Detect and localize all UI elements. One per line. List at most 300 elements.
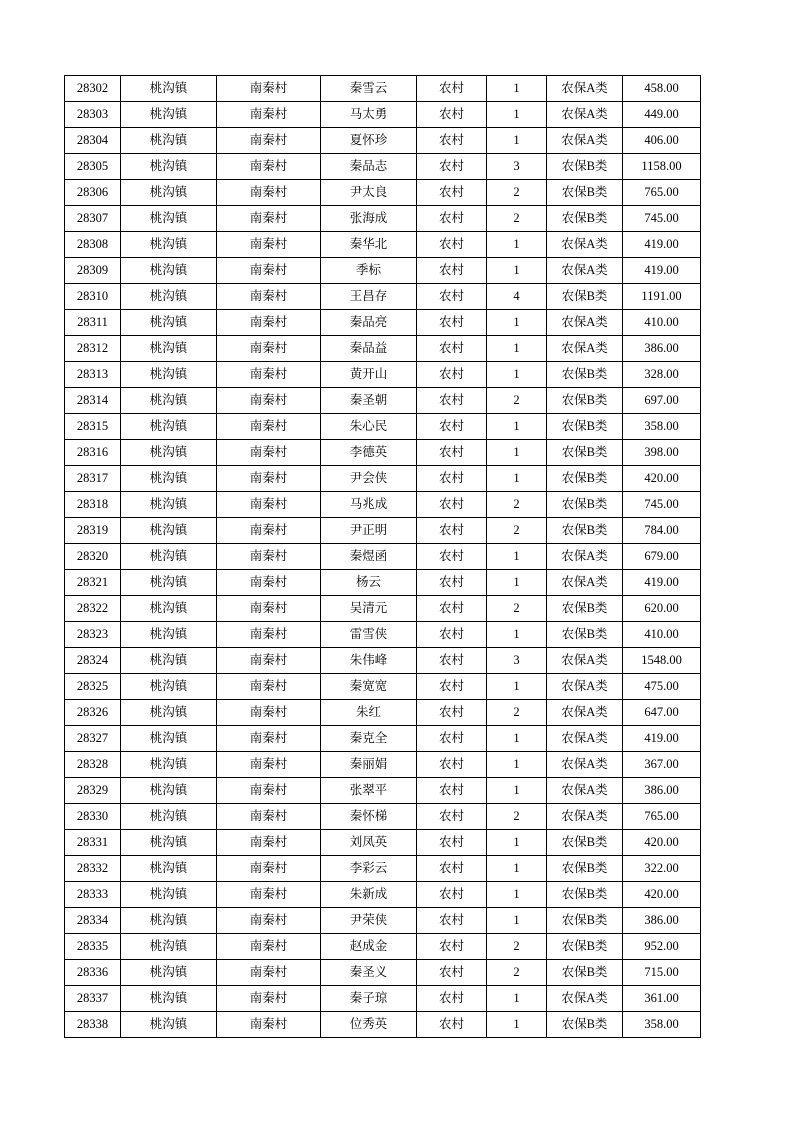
cell-count: 1 <box>487 882 547 908</box>
cell-amount: 322.00 <box>623 856 701 882</box>
cell-count: 4 <box>487 284 547 310</box>
cell-village: 南秦村 <box>217 882 321 908</box>
cell-town: 桃沟镇 <box>121 648 217 674</box>
cell-type: 农村 <box>417 544 487 570</box>
cell-name: 秦华北 <box>321 232 417 258</box>
cell-amount: 784.00 <box>623 518 701 544</box>
cell-name: 秦克全 <box>321 726 417 752</box>
cell-id: 28337 <box>65 986 121 1012</box>
cell-id: 28314 <box>65 388 121 414</box>
cell-id: 28331 <box>65 830 121 856</box>
cell-id: 28311 <box>65 310 121 336</box>
table-row <box>65 414 701 440</box>
cell-category: 农保A类 <box>547 102 623 128</box>
cell-amount: 458.00 <box>623 76 701 102</box>
cell-town: 桃沟镇 <box>121 206 217 232</box>
cell-id: 28323 <box>65 622 121 648</box>
cell-category: 农保B类 <box>547 934 623 960</box>
cell-type: 农村 <box>417 804 487 830</box>
cell-town: 桃沟镇 <box>121 128 217 154</box>
cell-name: 秦丽娟 <box>321 752 417 778</box>
cell-category: 农保A类 <box>547 76 623 102</box>
cell-town: 桃沟镇 <box>121 258 217 284</box>
table-row <box>65 310 701 336</box>
cell-amount: 697.00 <box>623 388 701 414</box>
cell-name: 黄开山 <box>321 362 417 388</box>
cell-type: 农村 <box>417 674 487 700</box>
cell-amount: 679.00 <box>623 544 701 570</box>
cell-name: 张海成 <box>321 206 417 232</box>
cell-name: 秦子琼 <box>321 986 417 1012</box>
cell-amount: 386.00 <box>623 778 701 804</box>
cell-name: 夏怀珍 <box>321 128 417 154</box>
cell-name: 杨云 <box>321 570 417 596</box>
table-row <box>65 596 701 622</box>
cell-amount: 419.00 <box>623 258 701 284</box>
cell-amount: 475.00 <box>623 674 701 700</box>
cell-count: 1 <box>487 778 547 804</box>
cell-village: 南秦村 <box>217 518 321 544</box>
cell-id: 28335 <box>65 934 121 960</box>
table-row <box>65 128 701 154</box>
cell-amount: 419.00 <box>623 232 701 258</box>
cell-count: 1 <box>487 440 547 466</box>
cell-id: 28328 <box>65 752 121 778</box>
cell-town: 桃沟镇 <box>121 804 217 830</box>
cell-count: 1 <box>487 76 547 102</box>
cell-town: 桃沟镇 <box>121 934 217 960</box>
cell-amount: 745.00 <box>623 206 701 232</box>
cell-town: 桃沟镇 <box>121 544 217 570</box>
table-row <box>65 258 701 284</box>
table-row <box>65 206 701 232</box>
cell-count: 1 <box>487 466 547 492</box>
cell-village: 南秦村 <box>217 622 321 648</box>
cell-village: 南秦村 <box>217 362 321 388</box>
cell-id: 28306 <box>65 180 121 206</box>
cell-category: 农保B类 <box>547 206 623 232</box>
cell-id: 28334 <box>65 908 121 934</box>
cell-village: 南秦村 <box>217 856 321 882</box>
cell-amount: 361.00 <box>623 986 701 1012</box>
cell-id: 28315 <box>65 414 121 440</box>
cell-village: 南秦村 <box>217 1012 321 1038</box>
cell-count: 1 <box>487 362 547 388</box>
cell-village: 南秦村 <box>217 466 321 492</box>
cell-type: 农村 <box>417 778 487 804</box>
cell-type: 农村 <box>417 154 487 180</box>
cell-id: 28307 <box>65 206 121 232</box>
cell-name: 秦雪云 <box>321 76 417 102</box>
cell-category: 农保B类 <box>547 830 623 856</box>
cell-count: 3 <box>487 154 547 180</box>
cell-count: 1 <box>487 726 547 752</box>
cell-village: 南秦村 <box>217 752 321 778</box>
cell-id: 28327 <box>65 726 121 752</box>
cell-type: 农村 <box>417 466 487 492</box>
cell-amount: 410.00 <box>623 622 701 648</box>
cell-count: 1 <box>487 622 547 648</box>
cell-name: 朱新成 <box>321 882 417 908</box>
table-row <box>65 986 701 1012</box>
cell-village: 南秦村 <box>217 648 321 674</box>
cell-id: 28304 <box>65 128 121 154</box>
cell-village: 南秦村 <box>217 76 321 102</box>
cell-type: 农村 <box>417 258 487 284</box>
cell-village: 南秦村 <box>217 258 321 284</box>
cell-type: 农村 <box>417 830 487 856</box>
cell-town: 桃沟镇 <box>121 284 217 310</box>
cell-village: 南秦村 <box>217 492 321 518</box>
cell-name: 尹会侠 <box>321 466 417 492</box>
cell-town: 桃沟镇 <box>121 518 217 544</box>
cell-category: 农保A类 <box>547 310 623 336</box>
table-row <box>65 102 701 128</box>
cell-amount: 420.00 <box>623 466 701 492</box>
cell-type: 农村 <box>417 596 487 622</box>
cell-amount: 386.00 <box>623 336 701 362</box>
cell-category: 农保A类 <box>547 700 623 726</box>
cell-amount: 358.00 <box>623 1012 701 1038</box>
cell-name: 朱红 <box>321 700 417 726</box>
cell-count: 2 <box>487 804 547 830</box>
cell-category: 农保B类 <box>547 518 623 544</box>
cell-type: 农村 <box>417 284 487 310</box>
cell-village: 南秦村 <box>217 830 321 856</box>
cell-name: 尹荣侠 <box>321 908 417 934</box>
cell-count: 1 <box>487 570 547 596</box>
cell-village: 南秦村 <box>217 336 321 362</box>
cell-town: 桃沟镇 <box>121 362 217 388</box>
cell-name: 吴清元 <box>321 596 417 622</box>
cell-count: 1 <box>487 908 547 934</box>
cell-amount: 420.00 <box>623 830 701 856</box>
cell-amount: 1191.00 <box>623 284 701 310</box>
table-row <box>65 232 701 258</box>
cell-town: 桃沟镇 <box>121 310 217 336</box>
cell-village: 南秦村 <box>217 102 321 128</box>
cell-type: 农村 <box>417 128 487 154</box>
cell-type: 农村 <box>417 336 487 362</box>
cell-village: 南秦村 <box>217 934 321 960</box>
cell-count: 1 <box>487 856 547 882</box>
cell-type: 农村 <box>417 492 487 518</box>
cell-category: 农保B类 <box>547 1012 623 1038</box>
cell-name: 朱伟峰 <box>321 648 417 674</box>
cell-id: 28317 <box>65 466 121 492</box>
cell-category: 农保B类 <box>547 362 623 388</box>
cell-type: 农村 <box>417 908 487 934</box>
cell-town: 桃沟镇 <box>121 76 217 102</box>
table-row <box>65 570 701 596</box>
cell-name: 秦怀梯 <box>321 804 417 830</box>
cell-category: 农保B类 <box>547 622 623 648</box>
cell-town: 桃沟镇 <box>121 466 217 492</box>
cell-amount: 328.00 <box>623 362 701 388</box>
table-row <box>65 934 701 960</box>
table-row <box>65 778 701 804</box>
cell-town: 桃沟镇 <box>121 232 217 258</box>
table-row <box>65 180 701 206</box>
cell-amount: 765.00 <box>623 180 701 206</box>
cell-name: 位秀英 <box>321 1012 417 1038</box>
cell-village: 南秦村 <box>217 180 321 206</box>
cell-village: 南秦村 <box>217 986 321 1012</box>
cell-amount: 1158.00 <box>623 154 701 180</box>
cell-category: 农保B类 <box>547 388 623 414</box>
cell-id: 28326 <box>65 700 121 726</box>
cell-village: 南秦村 <box>217 700 321 726</box>
cell-type: 农村 <box>417 882 487 908</box>
cell-town: 桃沟镇 <box>121 492 217 518</box>
cell-type: 农村 <box>417 726 487 752</box>
cell-id: 28316 <box>65 440 121 466</box>
cell-count: 2 <box>487 596 547 622</box>
cell-village: 南秦村 <box>217 206 321 232</box>
cell-town: 桃沟镇 <box>121 180 217 206</box>
cell-town: 桃沟镇 <box>121 622 217 648</box>
table-row <box>65 752 701 778</box>
cell-id: 28325 <box>65 674 121 700</box>
table-row <box>65 960 701 986</box>
table-row <box>65 674 701 700</box>
cell-type: 农村 <box>417 960 487 986</box>
cell-type: 农村 <box>417 440 487 466</box>
cell-id: 28309 <box>65 258 121 284</box>
cell-town: 桃沟镇 <box>121 986 217 1012</box>
cell-town: 桃沟镇 <box>121 674 217 700</box>
cell-id: 28322 <box>65 596 121 622</box>
cell-name: 季标 <box>321 258 417 284</box>
table-row <box>65 362 701 388</box>
cell-category: 农保B类 <box>547 960 623 986</box>
cell-amount: 765.00 <box>623 804 701 830</box>
cell-type: 农村 <box>417 648 487 674</box>
cell-name: 刘凤英 <box>321 830 417 856</box>
table-row <box>65 544 701 570</box>
cell-name: 秦品亮 <box>321 310 417 336</box>
cell-town: 桃沟镇 <box>121 830 217 856</box>
cell-town: 桃沟镇 <box>121 882 217 908</box>
cell-count: 1 <box>487 1012 547 1038</box>
cell-type: 农村 <box>417 1012 487 1038</box>
cell-count: 3 <box>487 648 547 674</box>
cell-count: 2 <box>487 206 547 232</box>
cell-name: 朱心民 <box>321 414 417 440</box>
cell-count: 2 <box>487 492 547 518</box>
table-row <box>65 830 701 856</box>
cell-town: 桃沟镇 <box>121 388 217 414</box>
table-row <box>65 440 701 466</box>
cell-town: 桃沟镇 <box>121 570 217 596</box>
cell-amount: 386.00 <box>623 908 701 934</box>
cell-town: 桃沟镇 <box>121 908 217 934</box>
cell-category: 农保A类 <box>547 544 623 570</box>
cell-category: 农保A类 <box>547 986 623 1012</box>
cell-category: 农保B类 <box>547 414 623 440</box>
cell-category: 农保B类 <box>547 492 623 518</box>
cell-amount: 1548.00 <box>623 648 701 674</box>
cell-amount: 745.00 <box>623 492 701 518</box>
cell-type: 农村 <box>417 388 487 414</box>
cell-name: 马太勇 <box>321 102 417 128</box>
cell-amount: 419.00 <box>623 570 701 596</box>
cell-name: 王昌存 <box>321 284 417 310</box>
cell-town: 桃沟镇 <box>121 752 217 778</box>
cell-id: 28336 <box>65 960 121 986</box>
cell-name: 秦品益 <box>321 336 417 362</box>
cell-id: 28330 <box>65 804 121 830</box>
cell-count: 1 <box>487 232 547 258</box>
cell-count: 2 <box>487 934 547 960</box>
table-row <box>65 700 701 726</box>
cell-category: 农保B类 <box>547 180 623 206</box>
cell-amount: 358.00 <box>623 414 701 440</box>
cell-name: 尹正明 <box>321 518 417 544</box>
cell-town: 桃沟镇 <box>121 596 217 622</box>
cell-category: 农保A类 <box>547 570 623 596</box>
cell-type: 农村 <box>417 700 487 726</box>
table-row <box>65 466 701 492</box>
cell-type: 农村 <box>417 232 487 258</box>
cell-id: 28305 <box>65 154 121 180</box>
cell-type: 农村 <box>417 76 487 102</box>
cell-type: 农村 <box>417 856 487 882</box>
cell-id: 28319 <box>65 518 121 544</box>
cell-village: 南秦村 <box>217 908 321 934</box>
cell-amount: 952.00 <box>623 934 701 960</box>
cell-village: 南秦村 <box>217 778 321 804</box>
cell-category: 农保A类 <box>547 804 623 830</box>
cell-name: 秦品志 <box>321 154 417 180</box>
cell-name: 雷雪侠 <box>321 622 417 648</box>
cell-village: 南秦村 <box>217 726 321 752</box>
cell-id: 28318 <box>65 492 121 518</box>
cell-town: 桃沟镇 <box>121 336 217 362</box>
cell-count: 1 <box>487 258 547 284</box>
cell-amount: 367.00 <box>623 752 701 778</box>
cell-id: 28329 <box>65 778 121 804</box>
cell-count: 1 <box>487 674 547 700</box>
cell-count: 1 <box>487 752 547 778</box>
cell-amount: 419.00 <box>623 726 701 752</box>
cell-type: 农村 <box>417 986 487 1012</box>
cell-id: 28308 <box>65 232 121 258</box>
cell-town: 桃沟镇 <box>121 440 217 466</box>
cell-category: 农保B类 <box>547 856 623 882</box>
cell-count: 2 <box>487 700 547 726</box>
table-row <box>65 284 701 310</box>
table-row <box>65 76 701 102</box>
cell-type: 农村 <box>417 934 487 960</box>
cell-category: 农保A类 <box>547 128 623 154</box>
cell-amount: 449.00 <box>623 102 701 128</box>
cell-type: 农村 <box>417 310 487 336</box>
cell-type: 农村 <box>417 362 487 388</box>
cell-category: 农保A类 <box>547 336 623 362</box>
cell-name: 秦圣朝 <box>321 388 417 414</box>
cell-count: 2 <box>487 960 547 986</box>
cell-count: 1 <box>487 102 547 128</box>
cell-type: 农村 <box>417 752 487 778</box>
cell-type: 农村 <box>417 102 487 128</box>
cell-id: 28324 <box>65 648 121 674</box>
cell-id: 28303 <box>65 102 121 128</box>
cell-count: 1 <box>487 544 547 570</box>
cell-amount: 398.00 <box>623 440 701 466</box>
cell-town: 桃沟镇 <box>121 1012 217 1038</box>
cell-amount: 410.00 <box>623 310 701 336</box>
cell-count: 1 <box>487 310 547 336</box>
table-row <box>65 804 701 830</box>
cell-amount: 406.00 <box>623 128 701 154</box>
cell-village: 南秦村 <box>217 284 321 310</box>
cell-village: 南秦村 <box>217 232 321 258</box>
cell-name: 赵成金 <box>321 934 417 960</box>
cell-type: 农村 <box>417 622 487 648</box>
cell-type: 农村 <box>417 518 487 544</box>
cell-amount: 715.00 <box>623 960 701 986</box>
cell-town: 桃沟镇 <box>121 414 217 440</box>
cell-name: 秦煜函 <box>321 544 417 570</box>
table-row <box>65 648 701 674</box>
cell-id: 28310 <box>65 284 121 310</box>
table-row <box>65 388 701 414</box>
cell-village: 南秦村 <box>217 128 321 154</box>
cell-category: 农保B类 <box>547 440 623 466</box>
cell-village: 南秦村 <box>217 544 321 570</box>
cell-village: 南秦村 <box>217 440 321 466</box>
cell-count: 1 <box>487 414 547 440</box>
cell-id: 28332 <box>65 856 121 882</box>
cell-name: 马兆成 <box>321 492 417 518</box>
cell-id: 28320 <box>65 544 121 570</box>
cell-amount: 620.00 <box>623 596 701 622</box>
cell-category: 农保A类 <box>547 648 623 674</box>
cell-town: 桃沟镇 <box>121 102 217 128</box>
cell-name: 张翠平 <box>321 778 417 804</box>
table-row <box>65 154 701 180</box>
cell-village: 南秦村 <box>217 388 321 414</box>
cell-village: 南秦村 <box>217 596 321 622</box>
cell-village: 南秦村 <box>217 960 321 986</box>
cell-category: 农保B类 <box>547 908 623 934</box>
cell-amount: 420.00 <box>623 882 701 908</box>
cell-category: 农保B类 <box>547 466 623 492</box>
table-row <box>65 336 701 362</box>
cell-category: 农保A类 <box>547 752 623 778</box>
cell-type: 农村 <box>417 180 487 206</box>
cell-count: 1 <box>487 128 547 154</box>
cell-count: 1 <box>487 830 547 856</box>
cell-id: 28321 <box>65 570 121 596</box>
cell-count: 2 <box>487 388 547 414</box>
cell-village: 南秦村 <box>217 310 321 336</box>
cell-category: 农保A类 <box>547 232 623 258</box>
cell-village: 南秦村 <box>217 570 321 596</box>
beneficiary-table <box>64 75 701 1038</box>
cell-village: 南秦村 <box>217 804 321 830</box>
cell-id: 28313 <box>65 362 121 388</box>
cell-count: 2 <box>487 518 547 544</box>
cell-count: 1 <box>487 336 547 362</box>
cell-category: 农保A类 <box>547 726 623 752</box>
cell-count: 2 <box>487 180 547 206</box>
table-row <box>65 518 701 544</box>
table-row <box>65 492 701 518</box>
cell-id: 28302 <box>65 76 121 102</box>
cell-category: 农保B类 <box>547 284 623 310</box>
